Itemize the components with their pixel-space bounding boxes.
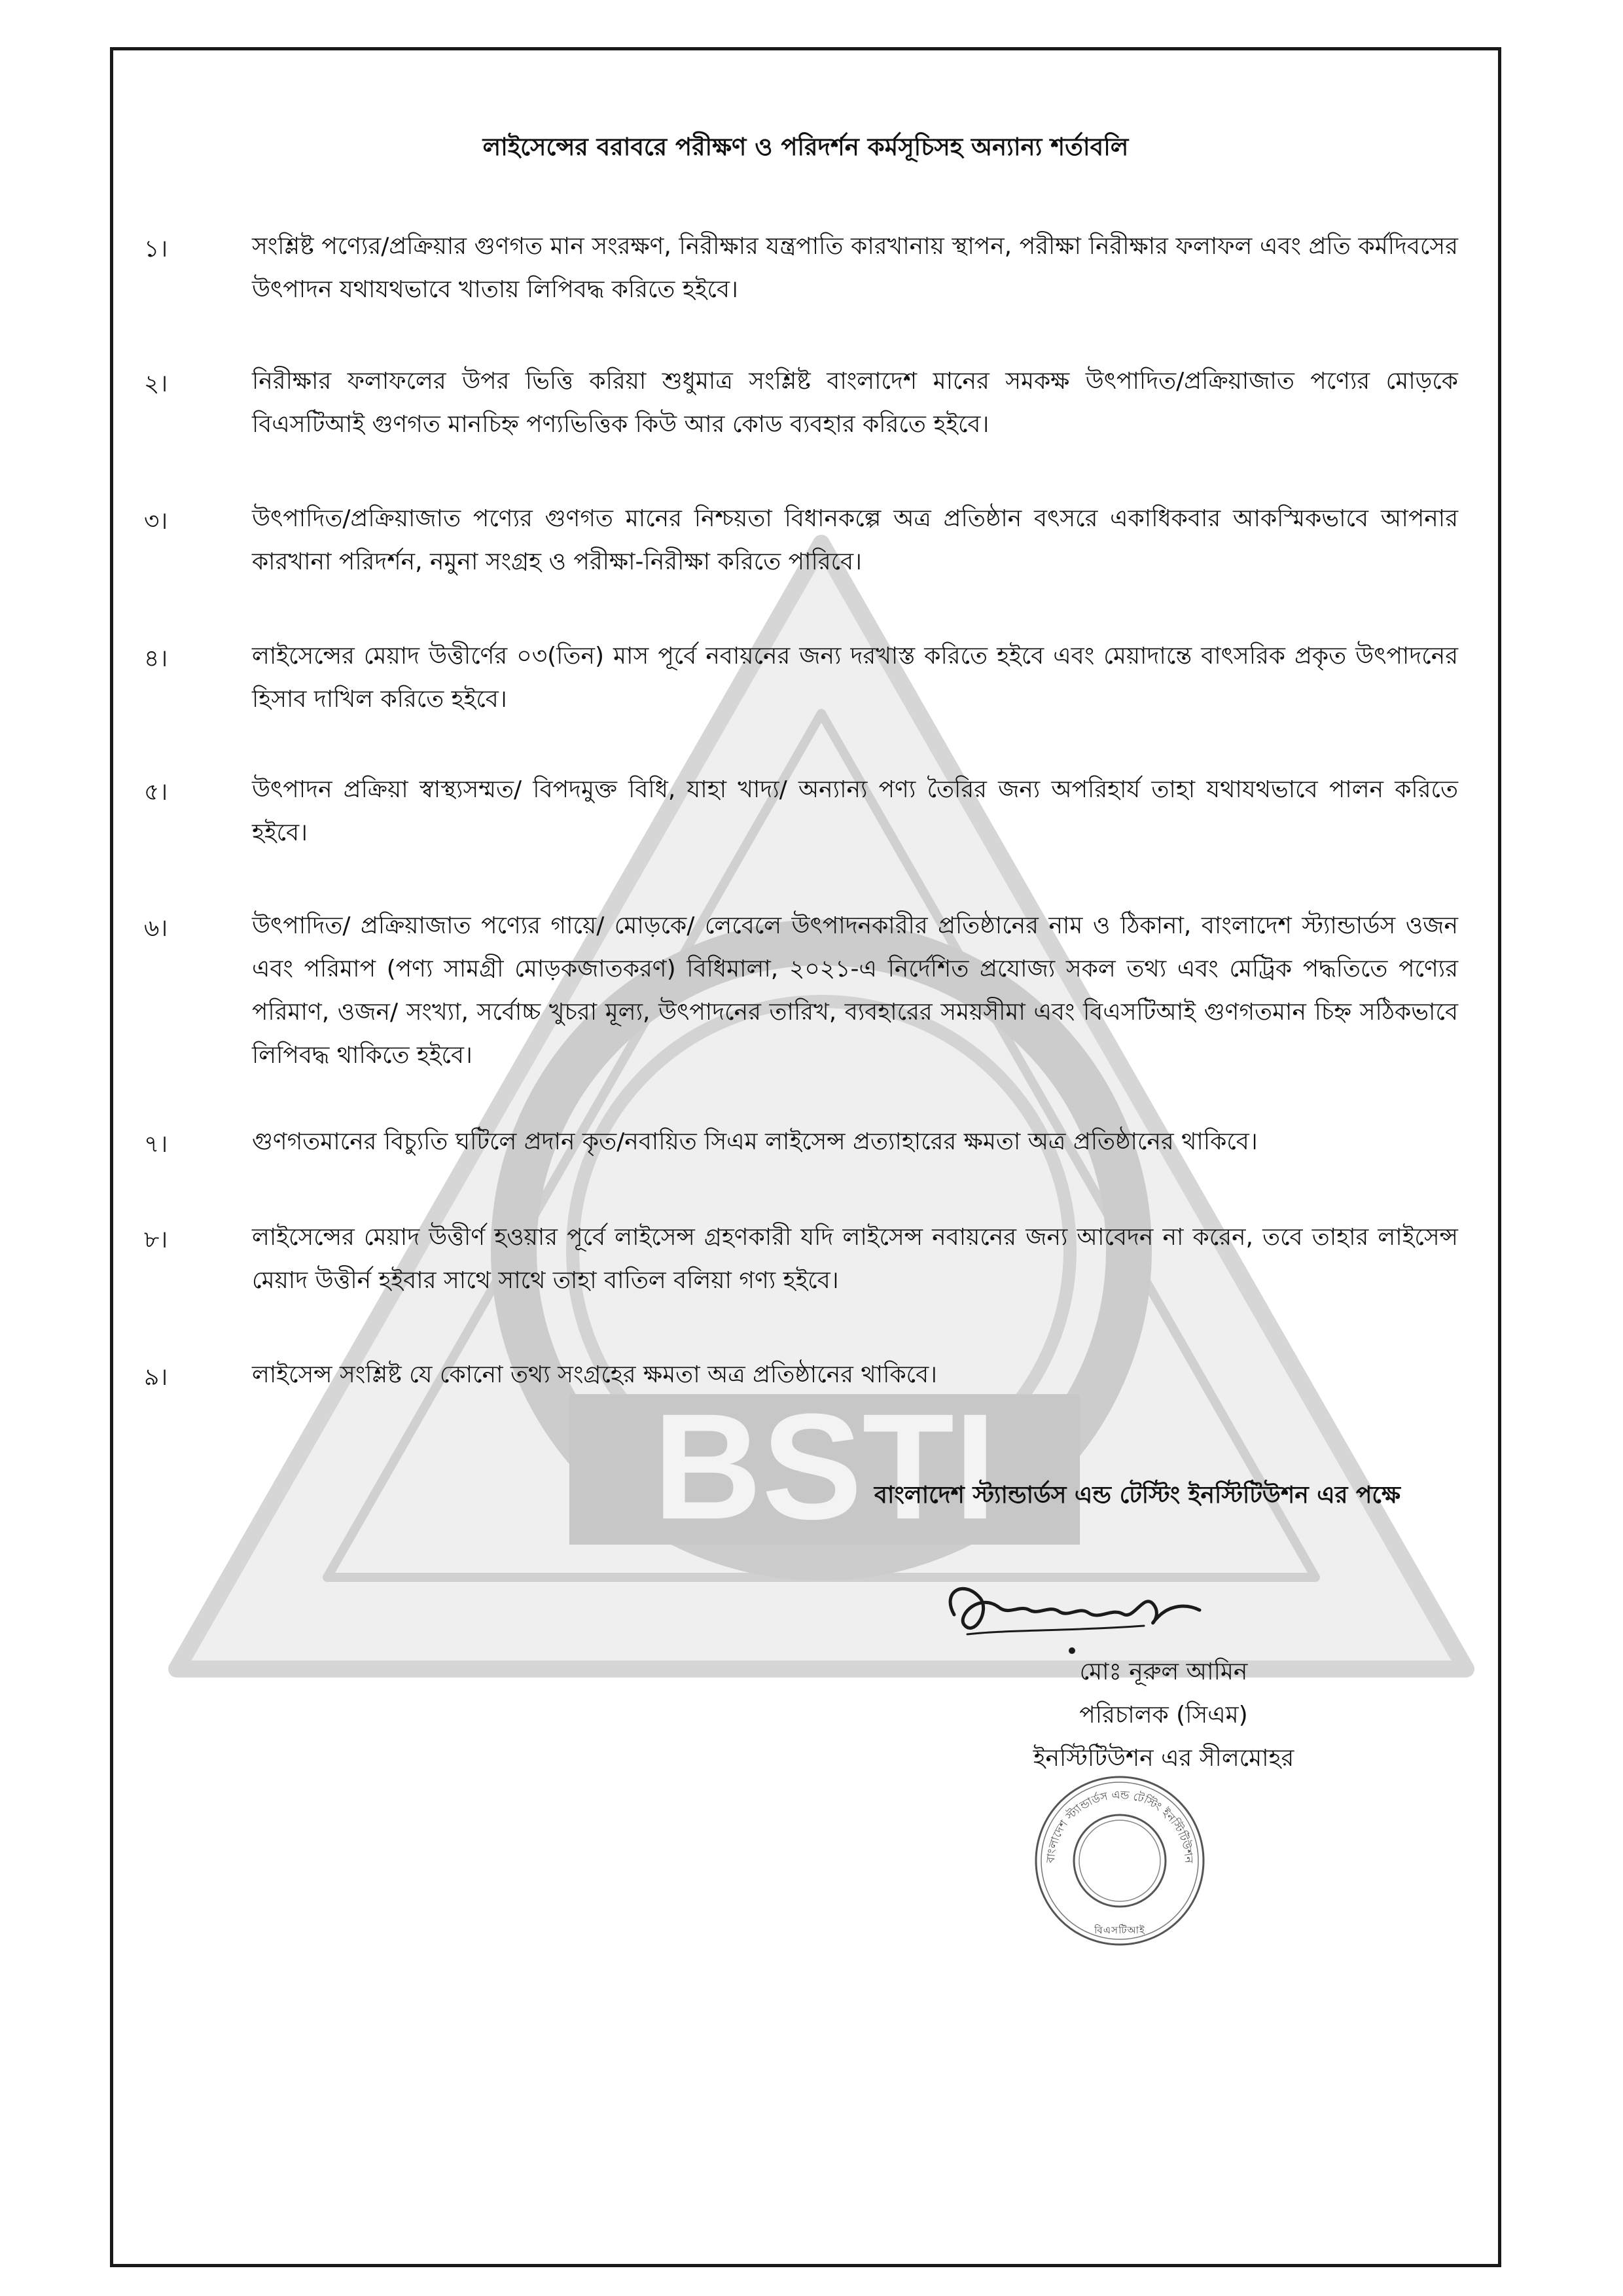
signatory-block [863, 1651, 1465, 1780]
clause-text: লাইসেন্স সংশ্লিষ্ট যে কোনো তথ্য সংগ্রহের ক্ষমতা অত্র প্রতিষ্ঠানের থাকিবে। [252, 1361, 938, 1388]
clause-number: ৯। [144, 1364, 168, 1391]
clause-3 [144, 497, 1458, 584]
clause-4 [144, 635, 1458, 721]
clause-text: উৎপাদিত/ প্রক্রিয়াজাত পণ্যের গায়ে/ মোড়কে/ লেবেলে উৎপাদনকারীর প্রতিষ্ঠানের নাম ও ঠিকানা, বাংলাদেশ স্ট্যান্ডার্ডস ওজন এবং পরিমাপ (পণ্য সামগ্রী মোড়কজাতকরণ) বিধিমালা, ২০২১-এ নির্দেশিত প্রযোজ্য সকল তথ্য এবং মেট্রিক পদ্ধতিতে পণ্যের পরিমাণ, ওজন/ সংখ্যা, সর্বোচ্চ খুচরা মূল্য, উৎপাদনের তারিখ, ব্যবহারের সময়সীমা এবং বিএসটিআই গুণগতমান চিহ্ন সঠিকভাবে লিপিবদ্ধ থাকিতে হইবে। [252, 912, 1458, 1069]
seal-arc-text: বাংলাদেশ স্ট্যান্ডার্ডস এন্ড টেস্টিং ইনস্টিটিউশন [1044, 1788, 1196, 1864]
clause-text: নিরীক্ষার ফলাফলের উপর ভিত্তি করিয়া শুধুমাত্র সংশ্লিষ্ট বাংলাদেশ মানের সমকক্ষ উৎপাদিত/প্রক্রিয়াজাত পণ্যের মোড়কে বিএসটিআই গুণগত মানচিহ্ন পণ্যভিত্তিক কিউ আর কোড ব্যবহার করিতে হইবে। [252, 368, 1458, 438]
clause-number: ৫। [144, 779, 168, 806]
clause-text: উৎপাদিত/প্রক্রিয়াজাত পণ্যের গুণগত মানের নিশ্চয়তা বিধানকল্পে অত্র প্রতিষ্ঠান বৎসরে একাধিকবার আকস্মিকভাবে আপনার কারখানা পরিদর্শন, নমুনা সংগ্রহ ও পরীক্ষা-নিরীক্ষা করিতে পারিবে। [252, 505, 1458, 575]
document-body [110, 47, 1501, 2267]
on-behalf-line: বাংলাদেশ স্ট্যান্ডার্ডস এন্ড টেস্টিং ইনস্টিটিউশন এর পক্ষে [874, 1482, 1401, 1509]
clause-number: ৩। [144, 508, 168, 535]
watermark-text: BSTI [653, 1382, 996, 1551]
seal-label: বিএসটিআই [1094, 1924, 1145, 1936]
document-title: লাইসেন্সের বরাবরে পরীক্ষণ ও পরিদর্শন কর্মসূচিসহ অন্যান্য শর্তাবলি [482, 133, 1129, 161]
clause-2 [144, 360, 1458, 446]
clause-number: ৮। [144, 1227, 168, 1253]
svg-text:বাংলাদেশ স্ট্যান্ডার্ডস এন্ড ট [1044, 1789, 1195, 1865]
clause-text: গুণগতমানের বিচ্যুতি ঘটিলে প্রদান কৃত/নবায়িত সিএম লাইসেন্স প্রত্যাহারের ক্ষমতা অত্র প্রতিষ্ঠানের থাকিবে। [252, 1128, 1258, 1155]
seal-caption: ইনস্টিটিউশন এর সীলমোহর [1033, 1745, 1294, 1772]
clause-number: ৪। [144, 645, 168, 672]
signatory-designation: পরিচালক (সিএম) [1079, 1702, 1248, 1729]
institution-seal [1025, 1766, 1215, 1956]
clause-5 [144, 768, 1458, 855]
signatory-name: মোঃ নূরুল আমিন [1079, 1659, 1248, 1685]
clause-9 [144, 1354, 1458, 1397]
signature [928, 1552, 1216, 1664]
clause-7 [144, 1121, 1458, 1164]
clause-number: ২। [144, 370, 168, 397]
clause-1 [144, 225, 1458, 312]
clause-text: উৎপাদন প্রক্রিয়া স্বাস্থ্যসম্মত/ বিপদমুক্ত বিধি, যাহা খাদ্য/ অন্যান্য পণ্য তৈরির জন্য অপরিহার্য তাহা যথাযথভাবে পালন করিতে হইবে। [252, 776, 1458, 846]
clause-text: লাইসেন্সের মেয়াদ উত্তীর্ণের ০৩(তিন) মাস পূর্বে নবায়নের জন্য দরখাস্ত করিতে হইবে এবং মেয়াদান্তে বাৎসরিক প্রকৃত উৎপাদনের হিসাব দাখিল করিতে হইবে। [252, 643, 1458, 713]
clause-text: সংশ্লিষ্ট পণ্যের/প্রক্রিয়ার গুণগত মান সংরক্ষণ, নিরীক্ষার যন্ত্রপাতি কারখানায় স্থাপন, পরীক্ষা নিরীক্ষার ফলাফল এবং প্রতি কর্মদিবসের উৎপাদন যথাযথভাবে খাতায় লিপিবদ্ধ করিতে হইবে। [252, 233, 1458, 303]
clause-8 [144, 1216, 1458, 1302]
clause-number: ৬। [144, 915, 168, 942]
clause-6 [144, 905, 1458, 1077]
clause-text: লাইসেন্সের মেয়াদ উত্তীর্ণ হওয়ার পূর্বে লাইসেন্স গ্রহণকারী যদি লাইসেন্স নবায়নের জন্য আবেদন না করেন, তবে তাহার লাইসেন্স মেয়াদ উত্তীর্ন হইবার সাথে সাথে তাহা বাতিল বলিয়া গণ্য হইবে। [252, 1224, 1458, 1294]
clause-number: ৭। [144, 1131, 168, 1158]
clause-number: ১। [144, 236, 168, 262]
